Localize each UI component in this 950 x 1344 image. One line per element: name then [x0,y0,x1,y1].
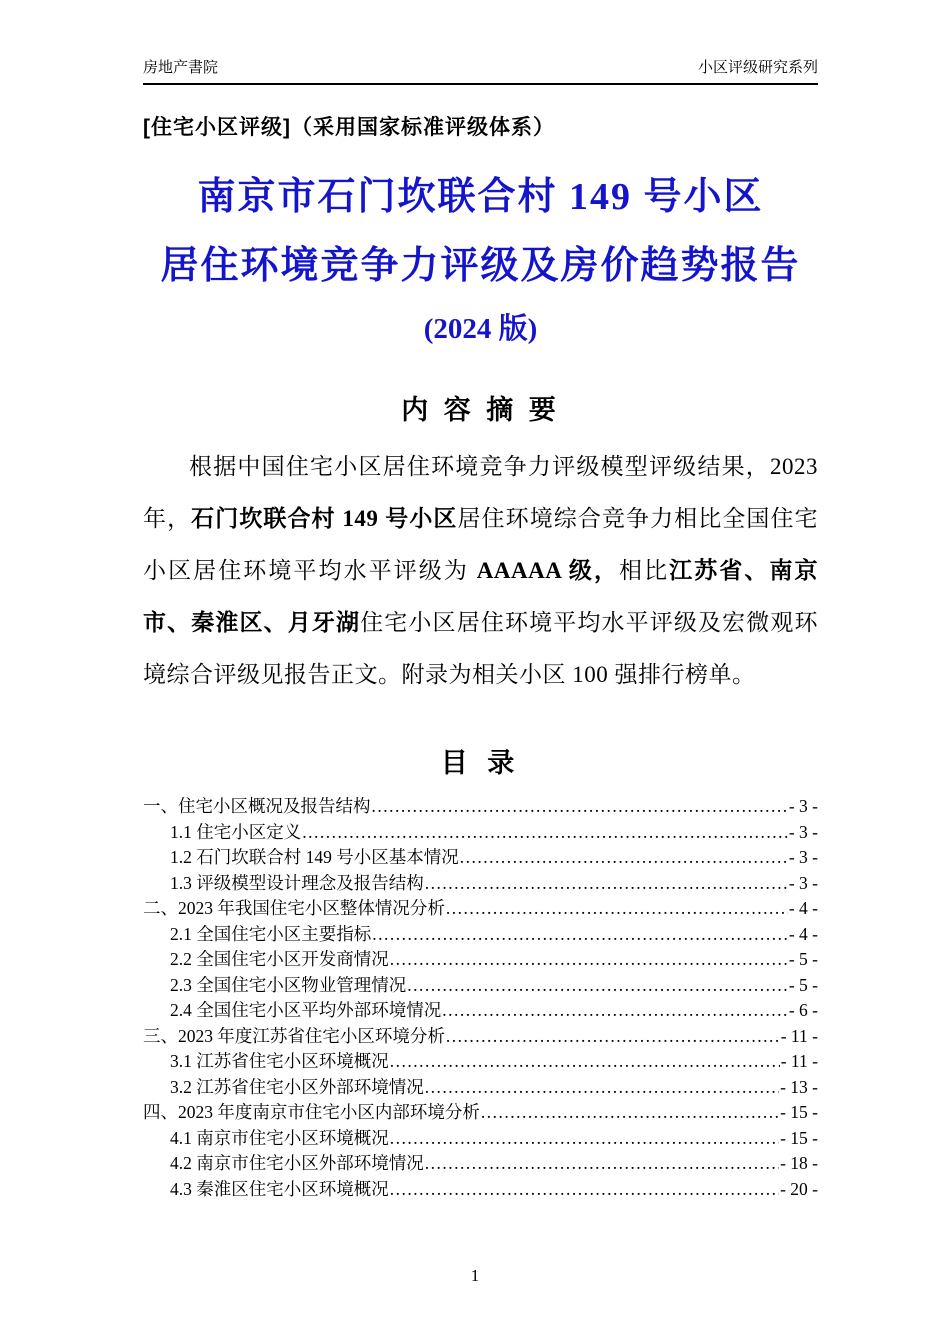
toc-leader-dots [446,1024,780,1050]
abstract-text-3: 相比 [619,558,670,583]
page-number: 1 [470,1266,480,1285]
toc-entry [143,871,818,897]
toc-entry [143,1049,818,1075]
toc-leader-dots [425,1151,779,1177]
toc-entry-label: 2.2 全国住宅小区开发商情况 [170,949,389,969]
toc-leader-dots [442,998,788,1024]
abstract-community-name: 石门坎联合村 149 号小区 [191,506,458,531]
toc-leader-dots [302,820,788,846]
toc-leader-dots [390,947,788,973]
toc-entry-label: 1.1 住宅小区定义 [170,821,302,842]
toc-entry-page-number: - 5 - [788,949,818,969]
toc-leader-dots [372,922,788,948]
toc-leader-dots [481,1100,779,1126]
toc-entry-label: 4.2 南京市住宅小区外部环境情况 [170,1153,424,1173]
toc-entry-label: 3.2 江苏省住宅小区外部环境情况 [170,1076,424,1097]
toc-leader-dots [407,973,788,999]
toc-entry-label: 3.1 江苏省住宅小区环境概况 [170,1051,389,1071]
abstract-paragraph [143,441,818,701]
toc-entry-label: 一、住宅小区概况及报告结构 [143,796,371,816]
report-title-line-1: 南京市石门坎联合村 149 号小区 [197,176,764,218]
toc-leader-dots [460,845,788,871]
toc-leader-dots [372,794,788,820]
toc-entry [143,896,818,922]
toc-entry [143,973,818,999]
toc-leader-dots [390,1177,779,1203]
toc-entry-page-number: - 3 - [788,847,818,867]
toc-entry-label: 1.3 评级模型设计理念及报告结构 [170,872,424,893]
toc-entry [143,1100,818,1126]
toc-entry-page-number: - 20 - [780,1178,818,1199]
toc-entry [143,922,818,948]
toc-entry-label: 三、2023 年度江苏省住宅小区环境分析 [143,1025,445,1046]
report-title [143,163,818,358]
toc-entry-label: 2.3 全国住宅小区物业管理情况 [170,974,407,995]
toc-entry-page-number: - 15 - [780,1102,818,1122]
header-left-text: 房地产書院 [143,59,219,76]
toc-entry-label: 2.4 全国住宅小区平均外部环境情况 [170,1000,442,1020]
abstract-text-4: 住宅小区居住环境平均水平评级及宏微观环境综合评级见报告正文。附录为相关小区 100 强排行榜单。 [143,610,819,687]
toc-list [143,794,818,1202]
toc-entry-page-number: - 15 - [780,1127,818,1148]
toc-leader-dots [446,896,788,922]
toc-entry-label: 2.1 全国住宅小区主要指标 [170,923,372,944]
toc-leader-dots [390,1126,779,1152]
toc-entry [143,820,818,846]
toc-entry-page-number: - 4 - [788,898,818,918]
toc-leader-dots [425,871,788,897]
toc-entry [143,794,818,820]
toc-entry-label: 1.2 石门坎联合村 149 号小区基本情况 [170,847,459,867]
toc-entry [143,947,818,973]
page-header [143,56,818,85]
header-right-text: 小区评级研究系列 [697,59,818,76]
series-subtitle: [住宅小区评级]（采用国家标准评级体系） [143,116,555,139]
abstract-text-2: 居住环境综合竞争力相比全国住宅小区居住环境平均水平评级为 [143,506,819,583]
toc-entry [143,1075,818,1101]
report-title-edition: (2024 版) [423,313,538,345]
toc-entry [143,998,818,1024]
toc-heading: 目 录 [440,748,521,778]
abstract-rating-grade: AAAAA 级， [476,558,620,583]
toc-entry-label: 二、2023 年我国住宅小区整体情况分析 [143,898,445,918]
toc-entry-page-number: - 3 - [788,821,818,842]
report-title-line-2: 居住环境竞争力评级及房价趋势报告 [160,245,801,287]
toc-entry-page-number: - 3 - [788,872,818,893]
toc-entry-page-number: - 18 - [780,1153,818,1173]
toc-entry-label: 四、2023 年度南京市住宅小区内部环境分析 [143,1102,480,1122]
toc-leader-dots [425,1075,779,1101]
toc-entry-page-number: - 13 - [780,1076,818,1097]
toc-entry-label: 4.1 南京市住宅小区环境概况 [170,1127,389,1148]
toc-entry [143,1126,818,1152]
toc-entry-page-number: - 6 - [788,1000,818,1020]
toc-entry-page-number: - 11 - [780,1025,818,1046]
abstract-regions: 江苏省、南京市、秦淮区、月牙湖 [143,558,819,635]
abstract-heading: 内 容 摘 要 [401,395,560,425]
toc-entry [143,1177,818,1203]
toc-entry-label: 4.3 秦淮区住宅小区环境概况 [170,1178,389,1199]
toc-entry [143,1024,818,1050]
toc-entry-page-number: - 4 - [788,923,818,944]
toc-entry-page-number: - 5 - [788,974,818,995]
toc-entry [143,845,818,871]
toc-leader-dots [390,1049,780,1075]
abstract-text-1: 根据中国住宅小区居住环境竞争力评级模型评级结果，2023 年， [143,454,818,531]
toc-entry [143,1151,818,1177]
toc-entry-page-number: - 11 - [780,1051,818,1071]
toc-entry-page-number: - 3 - [788,796,818,816]
